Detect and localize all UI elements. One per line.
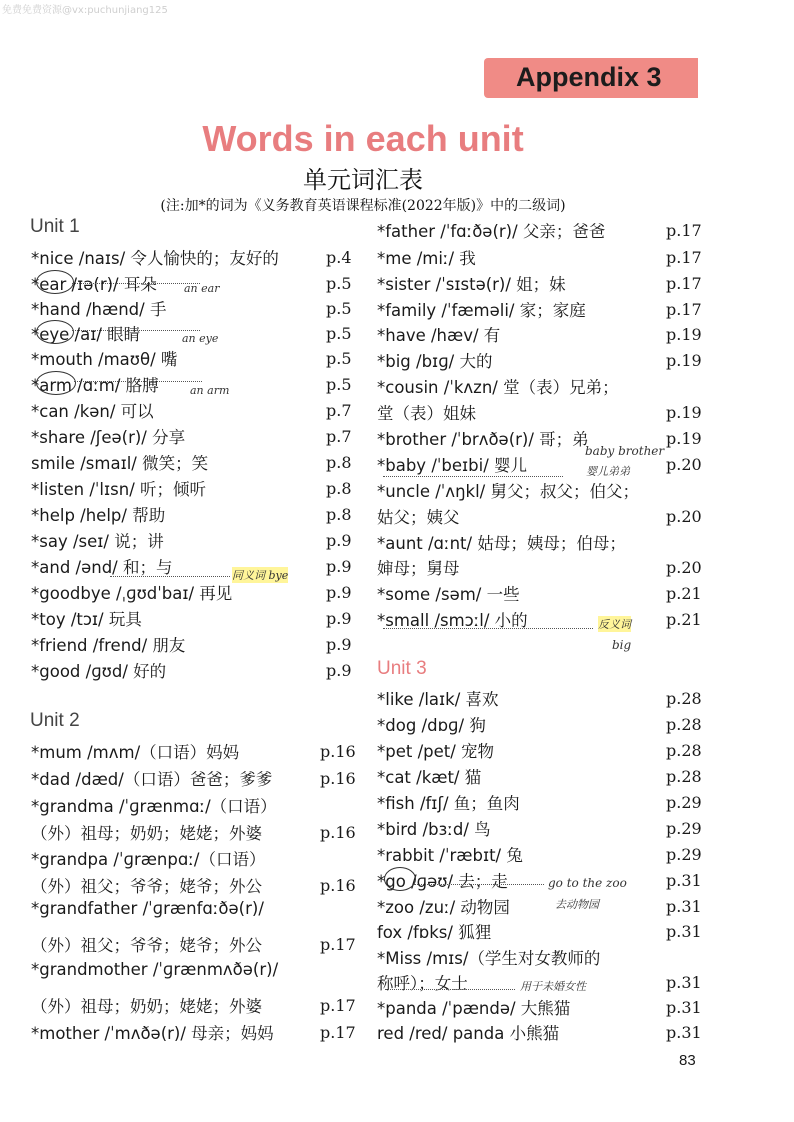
page-ref: p.19 xyxy=(666,403,702,422)
page-ref: p.16 xyxy=(320,876,356,895)
page-ref: p.16 xyxy=(320,823,356,842)
list-item-cont: （外）祖父；爷爷；姥爷；外公 xyxy=(31,877,262,896)
list-item: *friend /frend/ 朋友 xyxy=(31,636,186,655)
list-item-cont: 称呼）；女士 xyxy=(377,974,468,993)
annotation: an arm xyxy=(190,384,230,397)
page-ref: p.9 xyxy=(326,583,352,602)
list-item: *and /ənd/ 和；与 xyxy=(31,558,173,577)
list-item: *Miss /mɪs/（学生对女教师的 xyxy=(377,949,601,968)
list-item: *baby /ˈbeɪbi/ 婴儿 xyxy=(377,456,528,475)
annotation: an eye xyxy=(182,332,219,345)
watermark: 免费免费资源@vx:puchunjiang125 xyxy=(2,5,168,16)
annotation: 用于未婚女性 xyxy=(520,980,586,993)
list-item: *cousin /ˈkʌzn/ 堂（表）兄弟； xyxy=(377,378,619,397)
page-ref: p.21 xyxy=(666,584,702,603)
appendix-banner xyxy=(484,58,698,98)
page-ref: p.31 xyxy=(666,973,702,992)
annotation: 反义词 xyxy=(598,618,631,631)
page-ref: p.16 xyxy=(320,742,356,761)
page-ref: p.29 xyxy=(666,819,702,838)
dotted-line xyxy=(110,576,230,577)
list-item: *small /smɔːl/ 小的 xyxy=(377,611,528,630)
list-item: *brother /ˈbrʌðə(r)/ 哥；弟 xyxy=(377,430,589,449)
page-ref: p.17 xyxy=(666,274,702,293)
annotation: an ear xyxy=(184,282,220,295)
page-ref: p.31 xyxy=(666,998,702,1017)
annotation: baby brother xyxy=(585,444,665,458)
page-ref: p.5 xyxy=(326,375,352,394)
list-item: *bird /bɜːd/ 鸟 xyxy=(377,820,491,839)
list-item: *uncle /ˈʌŋkl/ 舅父；叔父；伯父； xyxy=(377,482,639,501)
page-subtitle: 单元词汇表 xyxy=(303,166,423,194)
annotation: 去动物园 xyxy=(555,898,599,911)
list-item: *grandpa /ˈɡrænpɑː/（口语） xyxy=(31,850,266,869)
annotation: go to the zoo xyxy=(548,876,627,890)
page-ref: p.28 xyxy=(666,767,702,786)
list-item: *mum /mʌm/（口语）妈妈 xyxy=(31,743,240,762)
list-item: *big /bɪɡ/ 大的 xyxy=(377,352,493,371)
page-ref: p.8 xyxy=(326,505,352,524)
page-ref: p.4 xyxy=(326,248,352,267)
page-ref: p.31 xyxy=(666,897,702,916)
list-item: *dad /dæd/（口语）爸爸；爹爹 xyxy=(31,770,273,789)
note: (注:加*的词为《义务教育英语课程标准(2022年版)》中的二级词) xyxy=(160,198,566,214)
list-item: *grandmother /ˈɡrænmʌðə(r)/ xyxy=(31,960,279,979)
page-ref: p.29 xyxy=(666,793,702,812)
page-ref: p.31 xyxy=(666,1023,702,1042)
dotted-line xyxy=(383,476,563,477)
dotted-line xyxy=(74,381,202,382)
page-ref: p.21 xyxy=(666,610,702,629)
page-ref: p.9 xyxy=(326,635,352,654)
list-item: *grandfather /ˈɡrænfɑːðə(r)/ xyxy=(31,899,264,918)
list-item-cont: （外）祖母；奶奶；姥姥；外婆 xyxy=(31,997,262,1016)
list-item: *have /hæv/ 有 xyxy=(377,326,501,345)
list-item: *fish /fɪʃ/ 鱼；鱼肉 xyxy=(377,794,520,813)
list-item: *listen /ˈlɪsn/ 听；倾听 xyxy=(31,480,207,499)
page-ref: p.5 xyxy=(326,299,352,318)
page-ref: p.7 xyxy=(326,427,352,446)
circle-mark xyxy=(384,867,416,891)
page-ref: p.31 xyxy=(666,871,702,890)
circle-mark xyxy=(36,371,76,395)
page-ref: p.31 xyxy=(666,922,702,941)
page-ref: p.5 xyxy=(326,274,352,293)
list-item: *arm /ɑːm/ 胳膊 xyxy=(31,376,159,395)
unit-2-heading: Unit 2 xyxy=(30,710,80,731)
page-ref: p.20 xyxy=(666,455,702,474)
dotted-line xyxy=(72,330,200,331)
page-ref: p.8 xyxy=(326,453,352,472)
page-ref: p.7 xyxy=(326,401,352,420)
dotted-line xyxy=(414,884,544,885)
list-item: *mouth /maʊθ/ 嘴 xyxy=(31,350,178,369)
list-item: *good /ɡʊd/ 好的 xyxy=(31,662,167,681)
list-item: *share /ʃeə(r)/ 分享 xyxy=(31,428,186,447)
list-item: *hand /hænd/ 手 xyxy=(31,300,167,319)
page-ref: p.9 xyxy=(326,609,352,628)
list-item: *sister /ˈsɪstə(r)/ 姐；妹 xyxy=(377,275,566,294)
page-ref: p.29 xyxy=(666,845,702,864)
page-ref: p.9 xyxy=(326,531,352,550)
page-ref: p.28 xyxy=(666,715,702,734)
list-item: *ear /ɪə(r)/ 耳朵 xyxy=(31,275,157,294)
list-item: *mother /ˈmʌðə(r)/ 母亲；妈妈 xyxy=(31,1024,274,1043)
page-ref: p.19 xyxy=(666,325,702,344)
page-ref: p.5 xyxy=(326,349,352,368)
annotation: 婴儿弟弟 xyxy=(586,465,630,478)
list-item: *father /ˈfɑːðə(r)/ 父亲；爸爸 xyxy=(377,222,606,241)
list-item: *some /səm/ 一些 xyxy=(377,585,520,604)
list-item: *me /miː/ 我 xyxy=(377,249,476,268)
list-item: fox /fɒks/ 狐狸 xyxy=(377,923,492,942)
page-ref: p.17 xyxy=(320,935,356,954)
annotation: 同义词 bye xyxy=(232,569,289,582)
list-item: *toy /tɔɪ/ 玩具 xyxy=(31,610,142,629)
page-ref: p.9 xyxy=(326,557,352,576)
appendix-label: Appendix 3 xyxy=(516,62,662,92)
page-ref: p.17 xyxy=(666,300,702,319)
page-ref: p.16 xyxy=(320,769,356,788)
page-ref: p.9 xyxy=(326,661,352,680)
page-ref: p.19 xyxy=(666,351,702,370)
page-ref: p.5 xyxy=(326,324,352,343)
list-item: *pet /pet/ 宠物 xyxy=(377,742,495,761)
list-item: *cat /kæt/ 猫 xyxy=(377,768,482,787)
page-title: Words in each unit xyxy=(202,118,524,159)
list-item: *like /laɪk/ 喜欢 xyxy=(377,690,499,709)
list-item: *dog /dɒɡ/ 狗 xyxy=(377,716,486,735)
circle-mark xyxy=(36,320,74,344)
unit-3-heading: Unit 3 xyxy=(377,658,427,679)
list-item-cont: （外）祖父；爷爷；姥爷；外公 xyxy=(31,936,262,955)
list-item: *panda /ˈpændə/ 大熊猫 xyxy=(377,999,571,1018)
list-item-cont: 堂（表）姐妹 xyxy=(377,404,476,423)
list-item: *aunt /ɑːnt/ 姑母；姨母；伯母； xyxy=(377,534,626,553)
list-item: *goodbye /ˌɡʊdˈbaɪ/ 再见 xyxy=(31,584,233,603)
page-ref: p.17 xyxy=(666,248,702,267)
list-item: red /red/ panda 小熊猫 xyxy=(377,1024,560,1043)
page-ref: p.28 xyxy=(666,689,702,708)
list-item-cont: 姑父；姨父 xyxy=(377,508,460,527)
list-item: *nice /naɪs/ 令人愉快的；友好的 xyxy=(31,249,279,268)
page-ref: p.17 xyxy=(320,996,356,1015)
dotted-line xyxy=(72,283,200,284)
list-item: *zoo /zuː/ 动物园 xyxy=(377,898,510,917)
list-item: *rabbit /ˈræbɪt/ 兔 xyxy=(377,846,523,865)
list-item-cont: （外）祖母；奶奶；姥姥；外婆 xyxy=(31,824,262,843)
page-ref: p.28 xyxy=(666,741,702,760)
unit-1-heading: Unit 1 xyxy=(30,216,80,237)
circle-mark xyxy=(36,270,74,294)
list-item: *can /kən/ 可以 xyxy=(31,402,154,421)
annotation: big xyxy=(612,638,632,652)
list-item-cont: 婶母；舅母 xyxy=(377,559,460,578)
list-item: *say /seɪ/ 说；讲 xyxy=(31,532,164,551)
list-item: *help /help/ 帮助 xyxy=(31,506,166,525)
list-item: *family /ˈfæməli/ 家；家庭 xyxy=(377,301,586,320)
list-item: *grandma /ˈɡrænmɑː/（口语） xyxy=(31,797,277,816)
page-ref: p.20 xyxy=(666,507,702,526)
page-ref: p.20 xyxy=(666,558,702,577)
page-ref: p.8 xyxy=(326,479,352,498)
list-item: *go /ɡəʊ/ 去；走 xyxy=(377,872,508,891)
dotted-line xyxy=(385,989,515,990)
page-ref: p.17 xyxy=(666,221,702,240)
page-ref: p.17 xyxy=(320,1023,356,1042)
list-item: smile /smaɪl/ 微笑；笑 xyxy=(31,454,209,473)
page-ref: p.19 xyxy=(666,429,702,448)
list-item: *eye /aɪ/ 眼睛 xyxy=(31,325,141,344)
page-number: 83 xyxy=(679,1052,696,1069)
dotted-line xyxy=(383,628,593,629)
